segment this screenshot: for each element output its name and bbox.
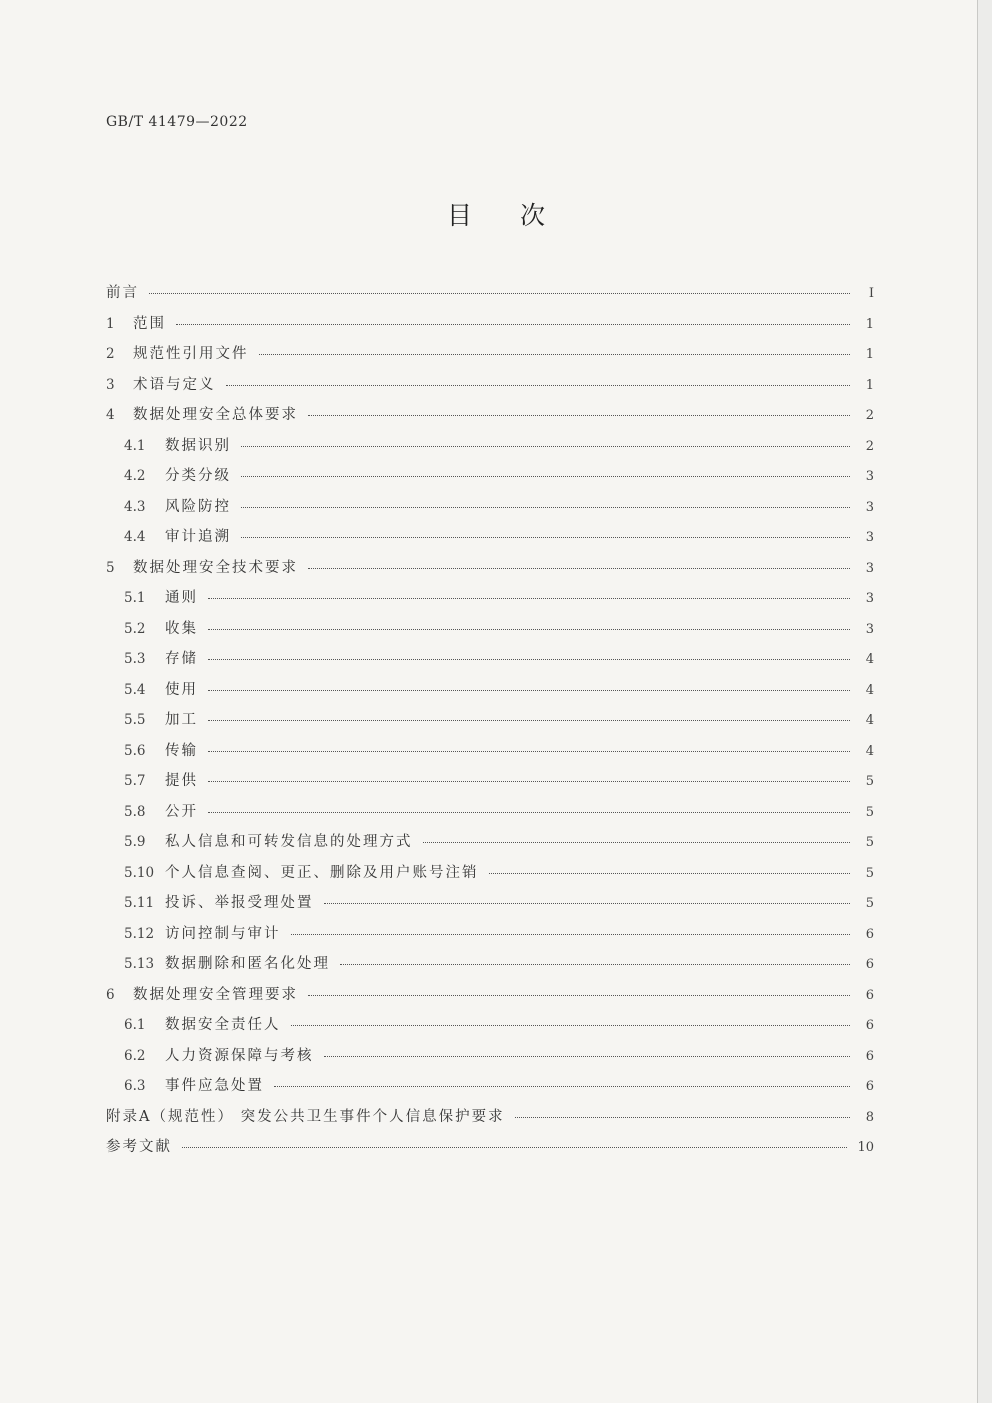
toc-entry-number: 5.13 [124,956,155,972]
toc-entry-page-number: 6 [865,1079,874,1094]
toc-entry-number: 5.4 [124,681,146,698]
toc-entry[interactable] [106,861,874,892]
toc-entry-page-number: 8 [865,1109,874,1125]
toc-entry[interactable] [106,983,874,1014]
toc-entry[interactable] [106,1074,874,1105]
toc-dot-leader [308,994,850,996]
toc-dot-leader [423,841,851,843]
toc-entry[interactable] [106,922,874,953]
toc-entry[interactable] [106,1013,874,1044]
toc-entry-page-number: 1 [865,377,874,393]
toc-dot-leader [226,384,851,386]
toc-dot-leader [259,353,851,355]
toc-entry-page-number: 4 [865,713,874,728]
toc-entry-number: 4.4 [124,529,146,545]
toc-entry[interactable] [106,525,874,556]
toc-entry-label: 使用 [165,681,198,698]
toc-entry[interactable] [106,281,874,312]
toc-entry-page-number: 1 [865,316,874,332]
toc-entry-label: 前言 [106,285,139,301]
toc-entry-label: 加工 [165,712,198,728]
toc-entry-label: 人力资源保障与考核 [165,1047,314,1064]
toc-entry[interactable] [106,342,874,373]
toc-entry-page-number: 6 [865,1018,874,1033]
toc-entry-page-number: 6 [865,987,874,1003]
standard-code: GB/T 41479—2022 [106,114,248,130]
toc-dot-leader [489,872,851,874]
toc-entry-number: 4.1 [124,437,146,454]
toc-entry-number: 6 [106,986,115,1003]
toc-entry-page-number: 3 [865,469,874,484]
toc-entry-label: 通则 [165,590,198,606]
toc-dot-leader [208,780,850,782]
toc-entry-label: 附录A（规范性） 突发公共卫生事件个人信息保护要求 [106,1108,505,1125]
toc-entry-number: 5.11 [124,895,155,911]
toc-entry-label: 数据删除和匿名化处理 [165,956,330,972]
toc-dot-leader [515,1116,850,1118]
toc-entry-page-number: 5 [865,896,874,911]
toc-entry-number: 5.5 [124,712,146,728]
toc-entry-page-number: 5 [865,835,874,850]
toc-dot-leader [308,567,850,569]
toc-entry-label: 数据处理安全管理要求 [133,986,298,1003]
toc-entry-label: 事件应急处置 [165,1078,264,1094]
toc-entry-page-number: 5 [865,804,874,820]
toc-entry-number: 4 [106,407,115,423]
toc-entry[interactable] [106,373,874,404]
toc-entry-label: 范围 [133,315,166,332]
toc-entry-number: 3 [106,376,115,393]
toc-dot-leader [208,811,850,813]
toc-entry[interactable] [106,952,874,983]
toc-dot-leader [241,506,850,508]
toc-entry[interactable] [106,495,874,526]
toc-entry-label: 数据处理安全总体要求 [133,407,298,423]
toc-dot-leader [208,750,850,752]
toc-entry-page-number: 5 [865,774,874,789]
toc-dot-leader [324,1055,851,1057]
toc-entry-page-number: 1 [865,347,874,362]
toc-entry-label: 存储 [165,651,198,667]
toc-entry-label: 规范性引用文件 [133,346,249,362]
toc-entry-label: 公开 [165,803,198,820]
toc-dot-leader [241,475,850,477]
toc-dot-leader [308,414,850,416]
toc-entry-page-number: 4 [865,743,874,759]
toc-entry-number: 5.10 [124,864,155,881]
toc-entry-label: 传输 [165,742,198,759]
toc-entry[interactable] [106,708,874,739]
toc-entry-label: 术语与定义 [133,376,216,393]
toc-entry-label: 审计追溯 [165,529,231,545]
toc-entry-page-number: 10 [857,1140,874,1155]
toc-entry[interactable] [106,1105,874,1136]
toc-entry-page-number: 3 [865,530,874,545]
toc-entry-number: 5 [106,559,115,576]
toc-entry-number: 6.3 [124,1078,146,1094]
toc-entry[interactable] [106,617,874,648]
toc-dot-leader [340,963,850,965]
toc-entry-page-number: 4 [865,682,874,698]
toc-entry-page-number: 5 [865,865,874,881]
toc-entry[interactable] [106,678,874,709]
toc-entry-label: 风险防控 [165,498,231,515]
toc-entry-page-number: 3 [865,499,874,515]
toc-entry-label: 投诉、举报受理处置 [165,895,314,911]
toc-entry-number: 5.12 [124,925,155,942]
toc-entry-label: 数据识别 [165,437,231,454]
toc-entry-label: 参考文献 [106,1139,172,1155]
toc-dot-leader [274,1085,850,1087]
toc-entry-label: 私人信息和可转发信息的处理方式 [165,834,413,850]
toc-entry[interactable] [106,769,874,800]
toc-entry[interactable] [106,556,874,587]
toc-entry-label: 访问控制与审计 [165,925,281,942]
toc-dot-leader [208,597,850,599]
toc-entry-page-number: 2 [865,408,874,423]
toc-entry[interactable] [106,434,874,465]
toc-entry[interactable] [106,891,874,922]
toc-entry-page-number: 6 [865,1048,874,1064]
toc-entry-label: 分类分级 [165,468,231,484]
toc-dot-leader [208,628,850,630]
toc-entry[interactable] [106,464,874,495]
toc-entry-number: 5.8 [124,803,146,820]
toc-entry[interactable] [106,739,874,770]
toc-entry-label: 收集 [165,620,198,637]
toc-entry[interactable] [106,403,874,434]
toc-entry[interactable] [106,586,874,617]
toc-dot-leader [208,658,850,660]
toc-dot-leader [291,1024,851,1026]
toc-entry-label: 数据安全责任人 [165,1017,281,1033]
toc-entry-number: 5.7 [124,773,146,789]
toc-entry-number: 4.2 [124,468,146,484]
toc-entry[interactable] [106,1135,874,1166]
toc-dot-leader [176,323,850,325]
toc-entry-page-number: 6 [865,926,874,942]
toc-entry-number: 1 [106,315,115,332]
toc-entry-number: 6.1 [124,1017,146,1033]
toc-dot-leader [241,536,850,538]
toc-entry-page-number: 3 [865,621,874,637]
toc-dot-leader [324,902,851,904]
toc-entry[interactable] [106,312,874,343]
toc-dot-leader [208,689,850,691]
toc-entry[interactable] [106,830,874,861]
toc-entry-page-number: 3 [865,591,874,606]
toc-entry-number: 5.6 [124,742,146,759]
toc-entry-page-number: I [868,286,874,301]
toc-entry-label: 个人信息查阅、更正、删除及用户账号注销 [165,864,479,881]
toc-entry-label: 数据处理安全技术要求 [133,559,298,576]
toc-entry-number: 5.2 [124,620,146,637]
toc-entry-number: 5.1 [124,590,146,606]
toc-entry[interactable] [106,800,874,831]
toc-dot-leader [241,445,850,447]
toc-entry-number: 6.2 [124,1047,146,1064]
toc-entry[interactable] [106,647,874,678]
toc-entry-number: 5.3 [124,651,146,667]
toc-dot-leader [182,1146,847,1148]
table-of-contents [106,281,874,1166]
toc-entry-number: 4.3 [124,498,146,515]
toc-entry-label: 提供 [165,773,198,789]
toc-dot-leader [208,719,850,721]
toc-entry-page-number: 6 [865,957,874,972]
toc-entry-page-number: 2 [865,438,874,454]
toc-entry-number: 5.9 [124,834,146,850]
toc-dot-leader [149,292,850,294]
toc-entry-page-number: 4 [865,652,874,667]
toc-entry-number: 2 [106,346,115,362]
page-title: 目次 [446,201,593,230]
toc-dot-leader [291,933,851,935]
toc-entry-page-number: 3 [865,560,874,576]
toc-entry[interactable] [106,1044,874,1075]
